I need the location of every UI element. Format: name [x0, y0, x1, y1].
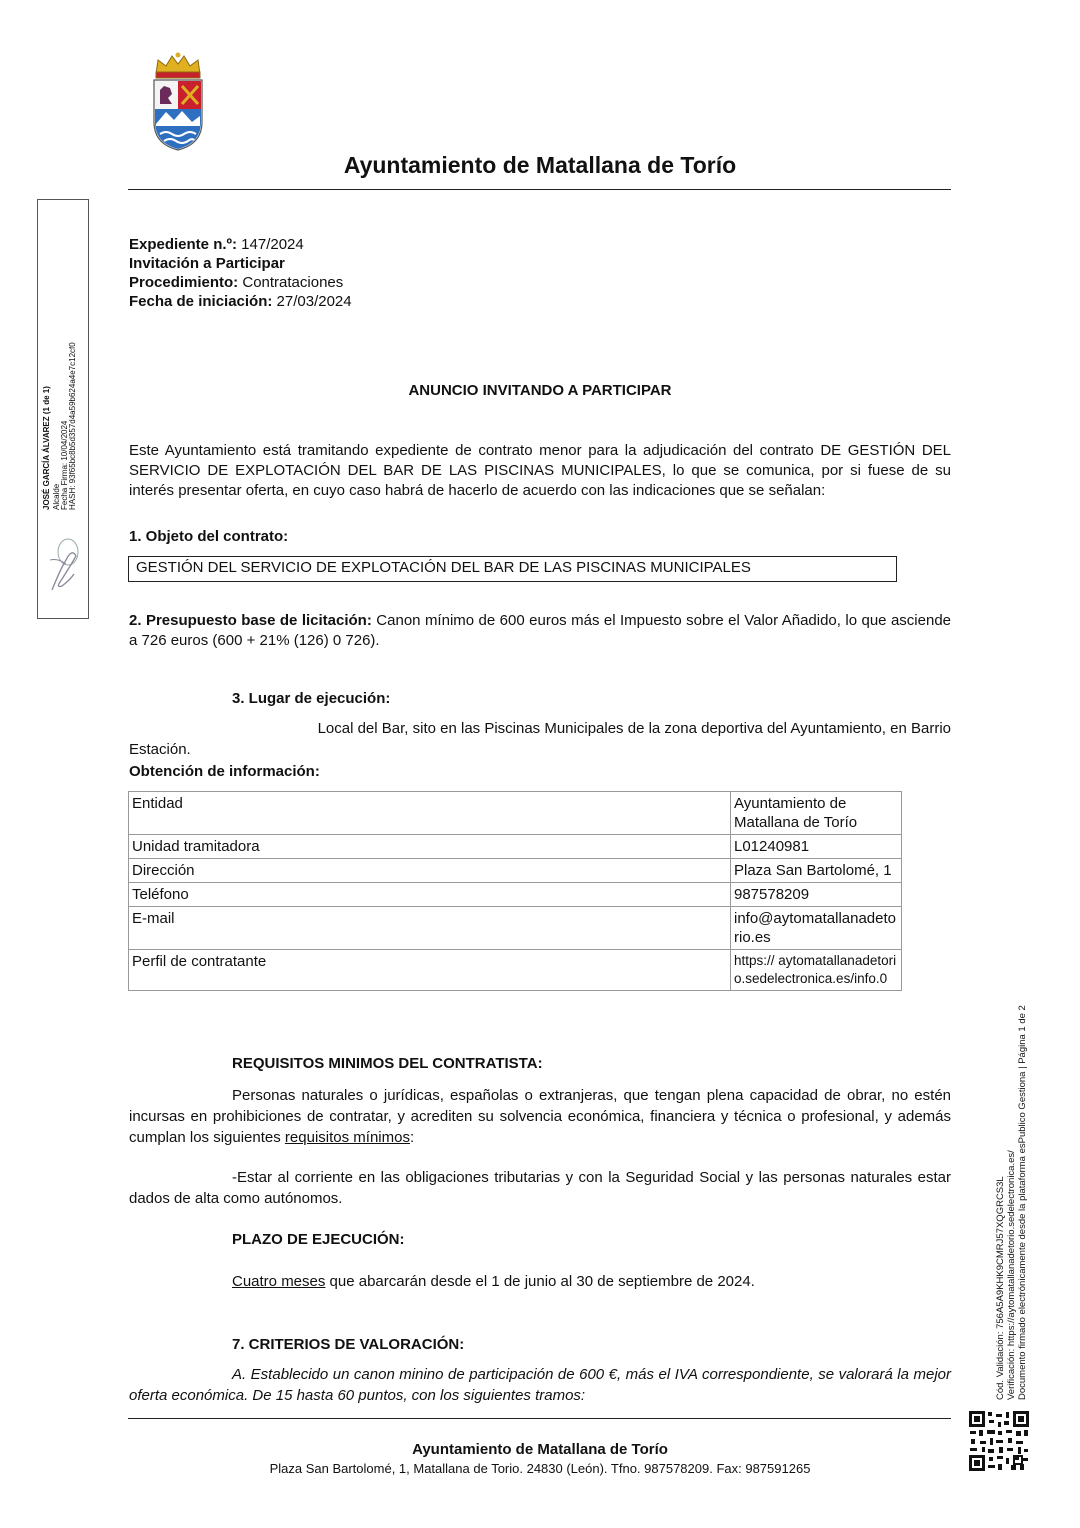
- section1-heading: 1. Objeto del contrato:: [129, 528, 289, 545]
- table-cell-label: Unidad tramitadora: [129, 835, 731, 859]
- section2-text: Canon mínimo de 600 euros más el Impuesto sobre el Valor Añadido, lo que asciende a 726 euros (600 + 21% (126) 0 726).: [129, 612, 952, 649]
- signature-date: Fecha Firma: 10/04/2024: [60, 420, 69, 510]
- contract-object-box: GESTIÓN DEL SERVICIO DE EXPLOTACIÓN DEL BAR DE LAS PISCINAS MUNICIPALES: [128, 556, 897, 582]
- footer-title: Ayuntamiento de Matallana de Torío: [412, 1441, 668, 1458]
- fecha-line: [129, 292, 352, 312]
- section2-heading: 2. Presupuesto base de licitación:: [129, 612, 372, 629]
- requisitos-paragraph2: -Estar al corriente en las obligaciones tributarias y con la Seguridad Social y las personas naturales estar dados de alta como autónomos.: [129, 1169, 951, 1207]
- table-cell-value: Plaza San Bartolomé, 1: [731, 859, 902, 883]
- signer-role: Alcalde: [52, 483, 61, 510]
- table-row: [129, 859, 902, 883]
- signer-name: JOSÉ GARCÍA ÁLVAREZ (1 de 1): [42, 386, 51, 510]
- header-divider: [128, 189, 951, 190]
- table-row: [129, 950, 902, 991]
- procedimiento-value: Contrataciones: [242, 274, 344, 291]
- page-title: Ayuntamiento de Matallana de Torío: [343, 152, 737, 178]
- table-cell-label: Perfil de contratante: [129, 950, 731, 991]
- table-cell-label: E-mail: [129, 907, 731, 950]
- validation-code: Cód. Validación: 756A5A9KHK9CMRJ57XQGRCS3L: [995, 1176, 1006, 1400]
- table-row: [129, 907, 902, 950]
- handwritten-signature: [46, 530, 82, 600]
- table-row: [129, 883, 902, 907]
- table-cell-value: info@aytomatallanadetorio.es: [731, 907, 902, 950]
- signature-hash: HASH: 93f65bc8b5d357d4a59b624a4e7c12cf0: [68, 342, 77, 510]
- requisitos-text: Personas naturales o jurídicas, españolas o extranjeras, que tengan plena capacidad de obrar, no estén incursas en prohibiciones de contratar, y acrediten su solvencia económica, financiera y técnica o profesional, y además cumplan los siguientes: [129, 1087, 951, 1146]
- table-cell-label: Entidad: [129, 792, 731, 835]
- section7-text: A. Establecido un canon minino de participación de 600 €, más el IVA correspondiente, se valorará la mejor oferta económica. De 15 hasta 60 puntos, con los siguientes tramos:: [129, 1366, 951, 1404]
- validation-strip: [995, 1005, 1028, 1400]
- table-row: [129, 835, 902, 859]
- requisitos-paragraph1: [129, 1085, 951, 1148]
- validation-url: Verificación: https://aytomatallanadetorio.sedelectronica.es/: [1006, 1150, 1017, 1400]
- info-table: [128, 791, 902, 991]
- table-cell-value: L01240981: [731, 835, 902, 859]
- plazo-text: [232, 1272, 755, 1292]
- section7-heading: 7. CRITERIOS DE VALORACIÓN:: [232, 1336, 465, 1353]
- requisitos-heading: REQUISITOS MINIMOS DEL CONTRATISTA:: [232, 1055, 543, 1072]
- section2-paragraph: [129, 611, 951, 651]
- coat-of-arms-logo: [148, 52, 208, 152]
- table-row: [129, 792, 902, 835]
- intro-paragraph: Este Ayuntamiento está tramitando expediente de contrato menor para la adjudicación del contrato DE GESTIÓN DEL SERVICIO DE EXPLOTACIÓN DEL BAR DE LAS PISCINAS MUNICIPALES, lo que se comunica, por si fuese de su interés presentar oferta, en cuyo caso habrá de hacerlo de acuerdo con las indicaciones que se señalan:: [129, 442, 951, 499]
- requisitos-text-end: :: [409, 1129, 415, 1146]
- plazo-heading: PLAZO DE EJECUCIÓN:: [232, 1231, 405, 1248]
- section3-text-line1: Local del Bar, sito en las Piscinas Municipales de la zona deportiva del Ayuntamiento, en Barrio: [317, 720, 951, 737]
- requisitos-link: requisitos mínimos: [284, 1129, 410, 1146]
- expediente-label: Expediente n.º:: [129, 236, 237, 253]
- plazo-rest: que abarcarán desde el 1 de junio al 30 de septiembre de 2024.: [325, 1273, 755, 1290]
- fecha-value: 27/03/2024: [276, 293, 352, 310]
- signature-box: [37, 199, 89, 619]
- plazo-duration: Cuatro meses: [232, 1273, 326, 1290]
- procedimiento-line: [129, 273, 343, 293]
- table-cell-label: Teléfono: [129, 883, 731, 907]
- footer-divider: [128, 1418, 951, 1419]
- expediente-line: [129, 235, 304, 255]
- section3-heading: 3. Lugar de ejecución:: [232, 690, 391, 707]
- table-cell-value: Ayuntamiento de Matallana de Torío: [731, 792, 902, 835]
- table-cell-value: 987578209: [731, 883, 902, 907]
- table-cell-label: Dirección: [129, 859, 731, 883]
- footer-address: Plaza San Bartolomé, 1, Matallana de Torio. 24830 (León). Tfno. 987578209. Fax: 987591265: [269, 1461, 811, 1476]
- expediente-value: 147/2024: [241, 236, 304, 253]
- section3-text-line2: Estación.: [129, 741, 191, 758]
- procedimiento-label: Procedimiento:: [129, 274, 239, 291]
- table-cell-value: https:// aytomatallanadetorio.sedelectronica.es/info.0: [731, 950, 902, 991]
- announcement-title: ANUNCIO INVITANDO A PARTICIPAR: [408, 382, 672, 399]
- fecha-label: Fecha de iniciación:: [129, 293, 273, 310]
- validation-platform: Documento firmado electrónicamente desde la plataforma esPublico Gestiona | Página 1 de 2: [1017, 1005, 1028, 1400]
- info-heading: Obtención de información:: [129, 763, 320, 780]
- invitacion-line: Invitación a Participar: [129, 255, 285, 272]
